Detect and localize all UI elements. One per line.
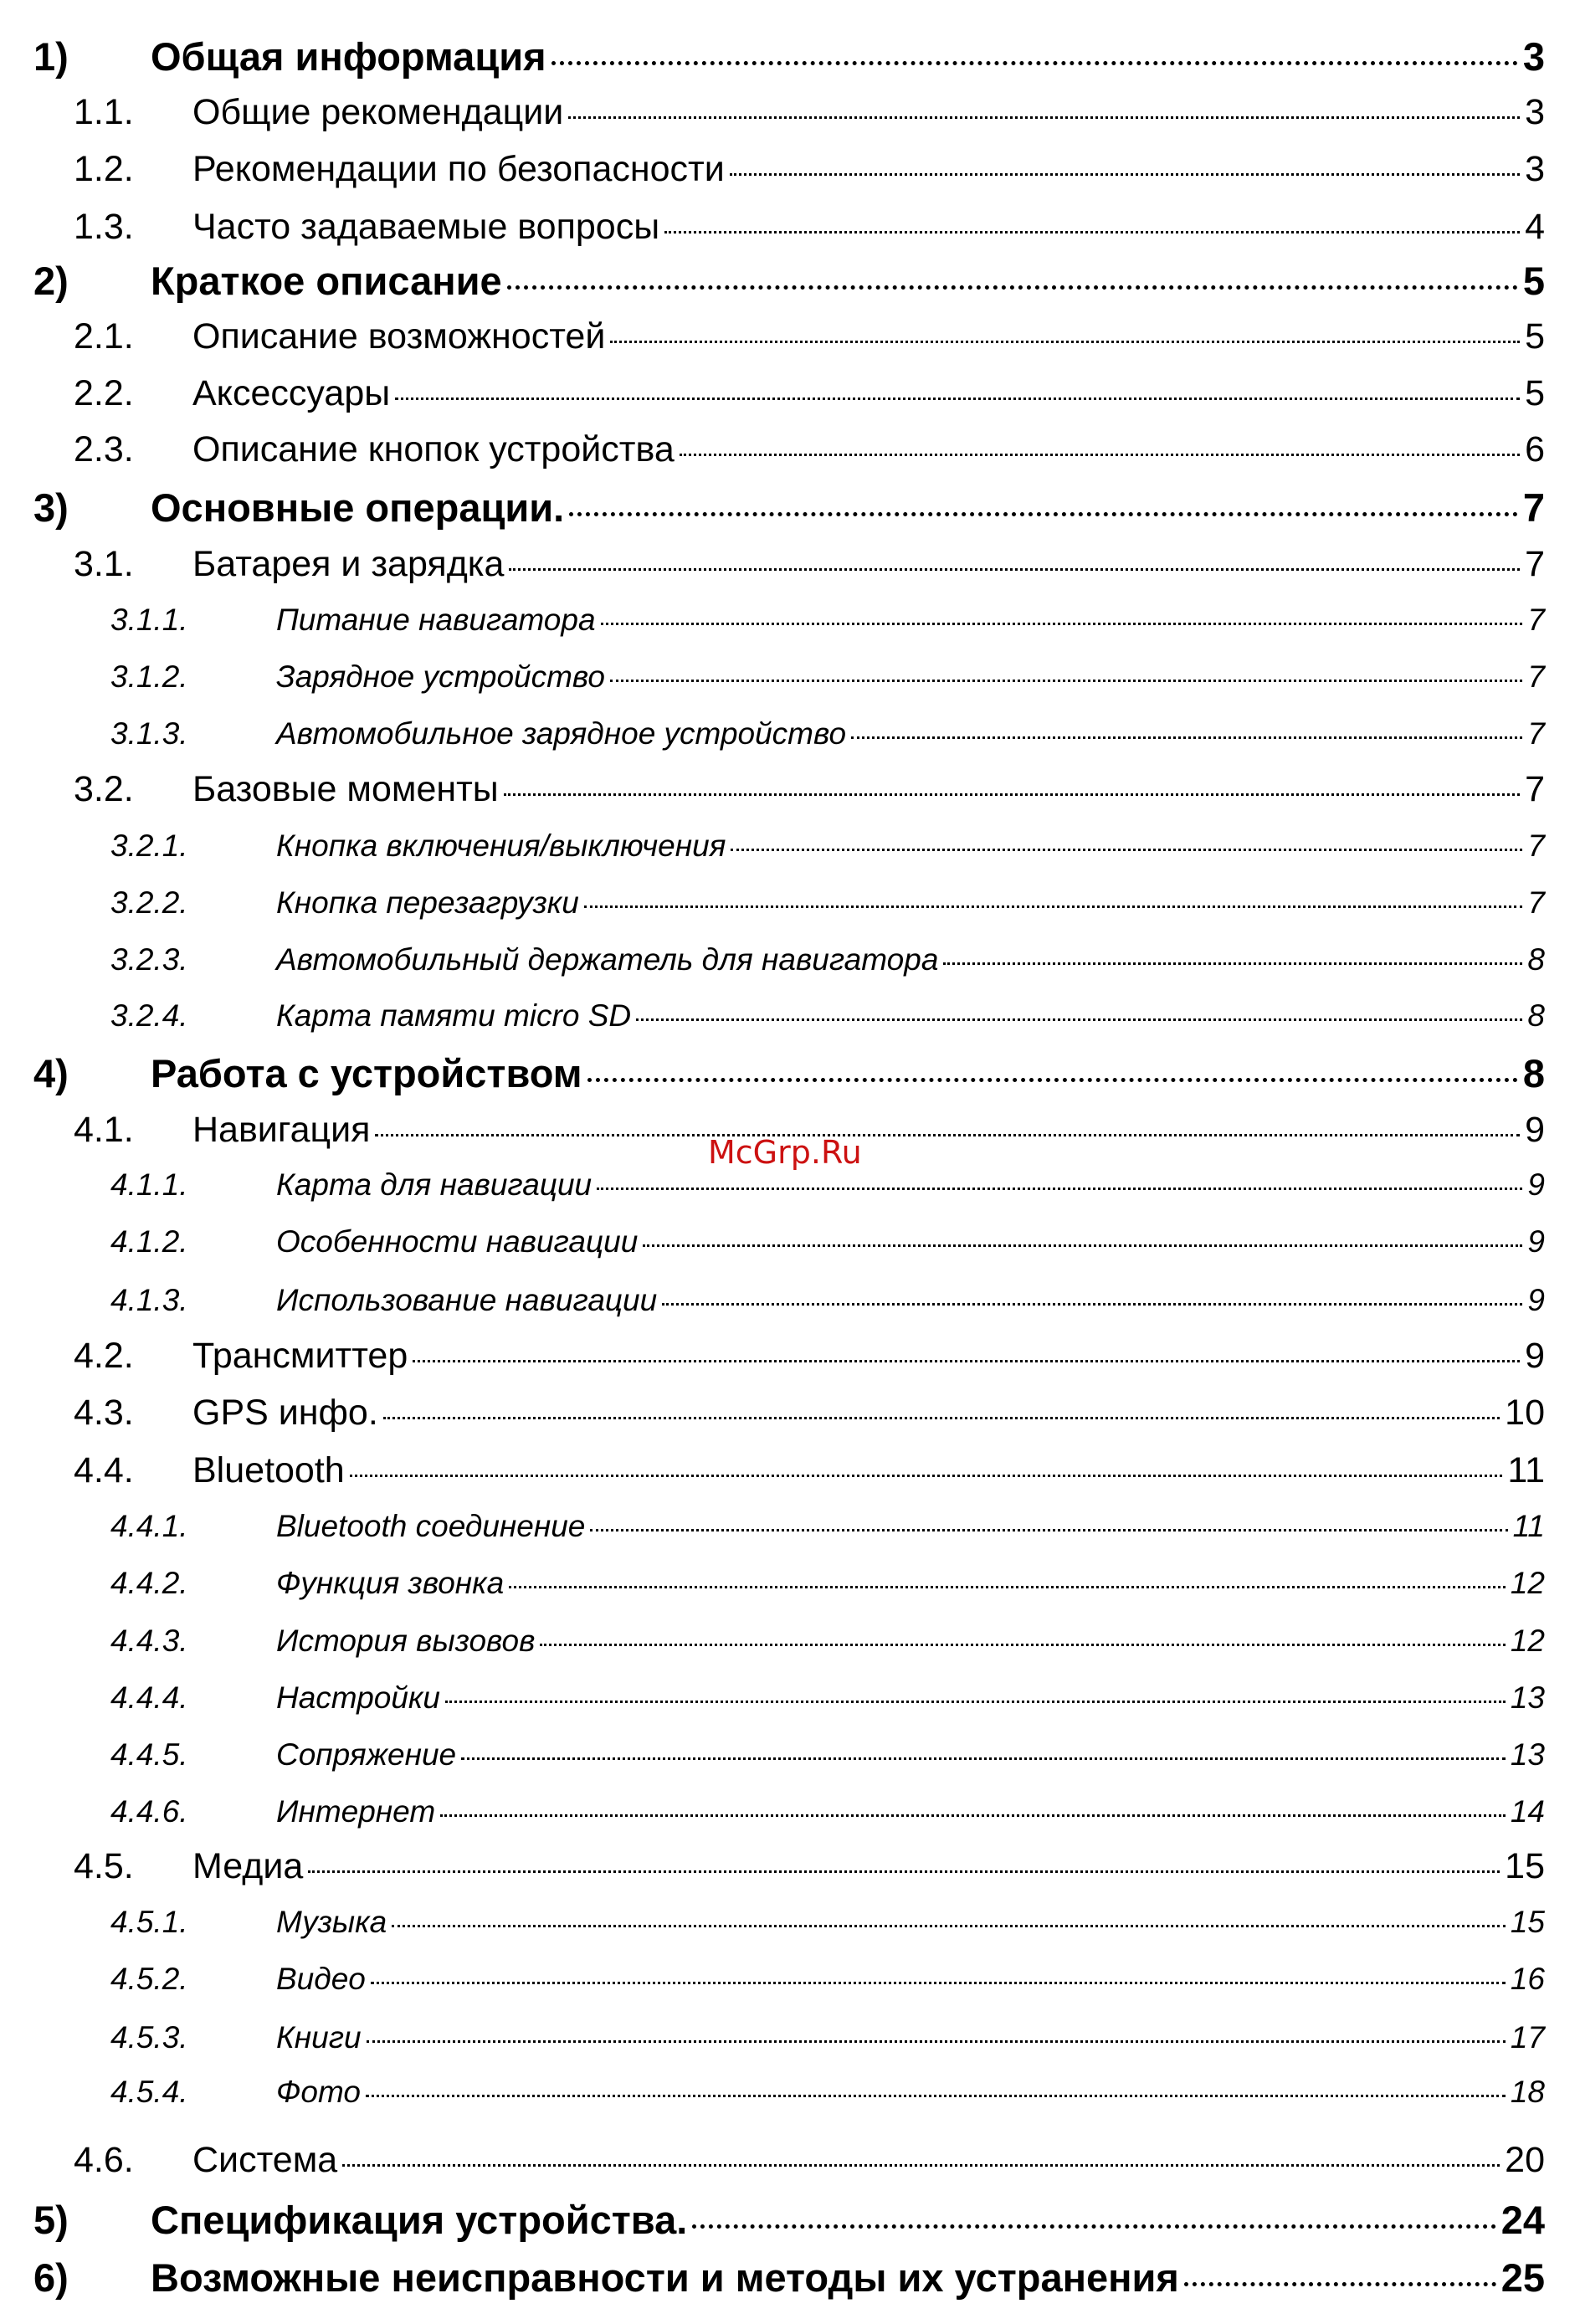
entry-page: 17 — [1510, 2020, 1545, 2055]
toc-entry[interactable] — [0, 829, 1580, 887]
entry-page: 4 — [1525, 207, 1545, 247]
entry-title: Особенности навигации — [276, 1224, 639, 1259]
entry-title: Интернет — [276, 1794, 436, 1829]
dot-leader — [445, 1701, 1506, 1703]
toc-entry[interactable] — [0, 998, 1580, 1057]
entry-title: Кнопка включения/выключения — [276, 829, 726, 863]
entry-number: 4.4.4. — [110, 1680, 188, 1715]
toc-entry[interactable] — [0, 316, 1580, 375]
dot-leader — [851, 736, 1522, 739]
dot-leader — [680, 454, 1520, 456]
dot-leader — [509, 568, 1520, 571]
entry-title: Рекомендации по безопасности — [192, 149, 725, 189]
toc-entry[interactable] — [0, 2140, 1580, 2198]
entry-title: Кнопка перезагрузки — [276, 885, 579, 920]
entry-number: 2.2. — [74, 373, 134, 413]
dot-leader — [731, 849, 1522, 851]
entry-title: GPS инфо. — [192, 1393, 378, 1433]
entry-page: 15 — [1510, 1905, 1545, 1939]
entry-title: Зарядное устройство — [276, 659, 605, 694]
entry-number: 4.5.1. — [110, 1905, 188, 1939]
toc-entry[interactable] — [0, 603, 1580, 661]
toc-entry[interactable] — [0, 1680, 1580, 1739]
entry-title: Общая информация — [151, 34, 546, 79]
entry-number: 6) — [33, 2255, 69, 2300]
toc-entry[interactable] — [0, 2020, 1580, 2079]
toc-entry[interactable] — [0, 207, 1580, 265]
entry-title: Сопряжение — [276, 1737, 457, 1772]
dot-leader — [610, 680, 1522, 682]
entry-number: 4.1.1. — [110, 1167, 188, 1202]
entry-number: 3.1.2. — [110, 659, 188, 694]
entry-number: 4) — [33, 1051, 69, 1095]
entry-page: 12 — [1510, 1566, 1545, 1600]
entry-title: Краткое описание — [151, 259, 502, 303]
entry-number: 2.3. — [74, 429, 134, 469]
toc-entry[interactable] — [0, 1224, 1580, 1283]
entry-page: 20 — [1505, 2140, 1545, 2180]
toc-entry[interactable] — [0, 33, 1580, 92]
entry-number: 4.4. — [74, 1450, 134, 1490]
entry-page: 16 — [1510, 1962, 1545, 1996]
entry-page: 7 — [1522, 485, 1545, 530]
toc-entry[interactable] — [0, 1167, 1580, 1226]
entry-page: 9 — [1525, 1110, 1545, 1150]
dot-leader — [413, 1360, 1520, 1362]
dot-leader — [610, 341, 1520, 343]
entry-page: 9 — [1527, 1167, 1545, 1202]
entry-page: 11 — [1507, 1450, 1545, 1490]
watermark: McGrp.Ru — [708, 1134, 862, 1171]
dot-leader — [350, 1475, 1503, 1477]
entry-page: 5 — [1525, 373, 1545, 413]
dot-leader — [943, 962, 1522, 965]
dot-leader — [590, 1529, 1507, 1531]
dot-leader — [461, 1757, 1506, 1760]
entry-page: 7 — [1527, 603, 1545, 637]
toc-entry[interactable] — [0, 1962, 1580, 2020]
entry-number: 4.5. — [74, 1846, 134, 1886]
dot-leader — [730, 173, 1520, 176]
entry-page: 12 — [1510, 1624, 1545, 1658]
dot-leader — [308, 1870, 1500, 1873]
entry-title: Навигация — [192, 1110, 371, 1150]
entry-page: 24 — [1500, 2198, 1545, 2242]
entry-page: 8 — [1527, 942, 1545, 977]
toc-entry[interactable] — [0, 373, 1580, 432]
entry-title: Bluetooth соединение — [276, 1509, 586, 1543]
entry-title: Карта для навигации — [276, 1167, 592, 1202]
entry-number: 2.1. — [74, 316, 134, 357]
entry-page: 9 — [1527, 1224, 1545, 1259]
entry-page: 13 — [1510, 1737, 1545, 1772]
toc-entry[interactable] — [0, 1566, 1580, 1624]
entry-title: Основные операции. — [151, 485, 565, 530]
entry-title: Базовые моменты — [192, 769, 499, 809]
entry-title: Карта памяти micro SD — [276, 998, 632, 1033]
entry-title: Книги — [276, 2020, 362, 2055]
entry-number: 4.3. — [74, 1393, 134, 1433]
toc-entry[interactable] — [0, 1336, 1580, 1394]
entry-number: 2) — [33, 259, 69, 303]
toc-entry[interactable] — [0, 885, 1580, 944]
entry-page: 3 — [1525, 149, 1545, 189]
dot-leader — [367, 2040, 1506, 2043]
dot-leader — [664, 231, 1520, 233]
entry-number: 3.2.4. — [110, 998, 188, 1033]
dot-leader — [440, 1814, 1506, 1817]
entry-page: 13 — [1510, 1680, 1545, 1715]
toc-entry[interactable] — [0, 544, 1580, 603]
dot-leader — [1184, 2282, 1496, 2286]
dot-leader — [366, 2095, 1506, 2097]
toc-entry[interactable] — [0, 1846, 1580, 1905]
entry-number: 4.4.6. — [110, 1794, 188, 1829]
toc-entry[interactable] — [0, 716, 1580, 775]
entry-title: Автомобильное зарядное устройство — [276, 716, 847, 751]
entry-title: Батарея и зарядка — [192, 544, 505, 584]
dot-leader — [551, 61, 1518, 65]
entry-number: 4.4.5. — [110, 1737, 188, 1772]
toc-entry[interactable] — [0, 149, 1580, 208]
entry-number: 4.1.3. — [110, 1283, 188, 1317]
toc-entry[interactable] — [0, 485, 1580, 543]
dot-leader — [392, 1925, 1506, 1927]
dot-leader — [569, 512, 1518, 516]
entry-number: 4.6. — [74, 2140, 134, 2180]
dot-leader — [395, 398, 1520, 400]
entry-number: 3.2. — [74, 769, 134, 809]
entry-page: 3 — [1525, 92, 1545, 132]
entry-page: 9 — [1527, 1283, 1545, 1317]
dot-leader — [383, 1417, 1500, 1419]
dot-leader — [540, 1644, 1505, 1646]
entry-page: 5 — [1522, 259, 1545, 303]
entry-page: 15 — [1505, 1846, 1545, 1886]
toc-entry[interactable] — [0, 2197, 1580, 2255]
toc-entry[interactable] — [0, 1509, 1580, 1567]
entry-number: 1.1. — [74, 92, 134, 132]
toc-entry[interactable] — [0, 1794, 1580, 1853]
entry-number: 4.5.4. — [110, 2075, 188, 2109]
entry-number: 4.5.3. — [110, 2020, 188, 2055]
entry-title: Видео — [276, 1962, 366, 1996]
entry-title: Аксессуары — [192, 373, 391, 413]
toc-entry[interactable] — [0, 1283, 1580, 1342]
entry-title: Описание кнопок устройства — [192, 429, 675, 469]
entry-page: 7 — [1527, 885, 1545, 920]
dot-leader — [371, 1982, 1506, 1984]
entry-page: 14 — [1510, 1794, 1545, 1829]
entry-title: Описание возможностей — [192, 316, 606, 357]
entry-title: Автомобильный держатель для навигатора — [276, 942, 939, 977]
entry-title: Система — [192, 2140, 338, 2180]
entry-number: 1) — [33, 34, 69, 79]
entry-title: Возможные неисправности и методы их устранения — [151, 2255, 1179, 2300]
entry-page: 7 — [1527, 659, 1545, 694]
entry-title: Функция звонка — [276, 1566, 505, 1600]
entry-number: 3.2.3. — [110, 942, 188, 977]
toc-entry[interactable] — [0, 1737, 1580, 1796]
entry-title: Настройки — [276, 1680, 440, 1715]
entry-title: Спецификация устройства. — [151, 2198, 688, 2242]
entry-page: 11 — [1512, 1509, 1545, 1543]
entry-page: 7 — [1525, 544, 1545, 584]
entry-title: Музыка — [276, 1905, 387, 1939]
entry-title: Использование навигации — [276, 1283, 658, 1317]
toc-entry[interactable] — [0, 1905, 1580, 1963]
entry-page: 7 — [1527, 829, 1545, 863]
toc-entry[interactable] — [0, 2075, 1580, 2133]
entry-number: 4.5.2. — [110, 1962, 188, 1996]
dot-leader — [692, 2224, 1495, 2229]
entry-number: 1.2. — [74, 149, 134, 189]
entry-title: Медиа — [192, 1846, 304, 1886]
toc-entry[interactable] — [0, 659, 1580, 718]
entry-title: Фото — [276, 2075, 361, 2109]
dot-leader — [504, 793, 1520, 796]
entry-page: 10 — [1505, 1393, 1545, 1433]
toc-entry[interactable] — [0, 942, 1580, 1001]
entry-title: Работа с устройством — [151, 1051, 582, 1095]
entry-page: 7 — [1527, 716, 1545, 751]
toc-entry[interactable] — [0, 1450, 1580, 1509]
entry-number: 4.1.2. — [110, 1224, 188, 1259]
entry-page: 9 — [1525, 1336, 1545, 1376]
toc-entry[interactable] — [0, 769, 1580, 828]
entry-page: 8 — [1527, 998, 1545, 1033]
entry-title: Питание навигатора — [276, 603, 596, 637]
toc-entry[interactable] — [0, 258, 1580, 316]
dot-leader — [507, 285, 1518, 290]
dot-leader — [568, 116, 1520, 119]
entry-page: 3 — [1522, 34, 1545, 79]
entry-title: Общие рекомендации — [192, 92, 564, 132]
dot-leader — [587, 1078, 1518, 1082]
entry-number: 1.3. — [74, 207, 134, 247]
toc-entry[interactable] — [0, 1050, 1580, 1109]
entry-number: 3.1.3. — [110, 716, 188, 751]
entry-page: 5 — [1525, 316, 1545, 357]
entry-title: Трансмиттер — [192, 1336, 408, 1376]
toc-entry[interactable] — [0, 92, 1580, 151]
entry-page: 25 — [1500, 2255, 1545, 2300]
dot-leader — [636, 1018, 1522, 1021]
entry-number: 3.1.1. — [110, 603, 188, 637]
entry-number: 3.1. — [74, 544, 134, 584]
entry-number: 4.2. — [74, 1336, 134, 1376]
entry-title: История вызовов — [276, 1624, 536, 1658]
dot-leader — [662, 1303, 1522, 1306]
toc-entry[interactable] — [0, 1624, 1580, 1682]
toc-entry[interactable] — [0, 2255, 1580, 2313]
entry-page: 6 — [1525, 429, 1545, 469]
dot-leader — [584, 905, 1523, 908]
entry-number: 4.4.2. — [110, 1566, 188, 1600]
entry-page: 7 — [1525, 769, 1545, 809]
entry-page: 18 — [1510, 2075, 1545, 2109]
dot-leader — [342, 2164, 1500, 2167]
entry-title: Bluetooth — [192, 1450, 345, 1490]
toc-entry[interactable] — [0, 1393, 1580, 1451]
entry-number: 3.2.2. — [110, 885, 188, 920]
entry-number: 5) — [33, 2198, 69, 2242]
dot-leader — [509, 1586, 1506, 1588]
entry-title: Часто задаваемые вопросы — [192, 207, 660, 247]
dot-leader — [643, 1244, 1522, 1247]
entry-number: 4.4.3. — [110, 1624, 188, 1658]
entry-page: 8 — [1522, 1051, 1545, 1095]
entry-number: 3.2.1. — [110, 829, 188, 863]
dot-leader — [601, 623, 1523, 625]
toc-entry[interactable] — [0, 429, 1580, 488]
dot-leader — [597, 1188, 1522, 1190]
dot-leader — [375, 1134, 1520, 1136]
entry-number: 4.1. — [74, 1110, 134, 1150]
entry-number: 4.4.1. — [110, 1509, 188, 1543]
entry-number: 3) — [33, 485, 69, 530]
